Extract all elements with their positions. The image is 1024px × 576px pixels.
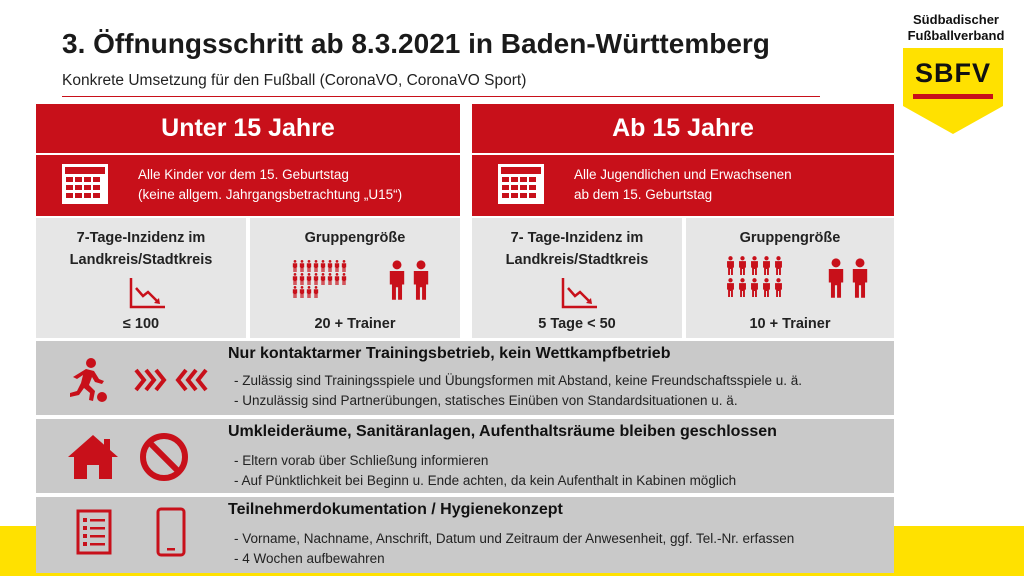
group-size-box-15-plus: Gruppengröße 10 + Trainer xyxy=(686,218,894,338)
calendar-icon xyxy=(498,164,544,204)
soccer-player-icon xyxy=(64,357,110,403)
list-item: - Eltern vorab über Schließung informieren xyxy=(234,453,489,468)
group-people-icon xyxy=(724,256,796,298)
info-row-documentation xyxy=(36,497,894,573)
page-title: 3. Öffnungsschritt ab 8.3.2021 in Baden-Württemberg xyxy=(62,28,770,59)
row-title-training: Nur kontaktarmer Trainingsbetrieb, kein Wettkampfbetrieb xyxy=(228,345,671,362)
row-title-facilities: Umkleideräume, Sanitäranlagen, Aufenthaltsräume bleiben geschlossen xyxy=(228,423,777,440)
group-people-icon xyxy=(290,260,370,298)
smartphone-icon xyxy=(156,507,186,557)
row-bullets-training xyxy=(234,371,802,411)
column-desc-15-plus: Alle Jugendlichen und Erwachsenen ab dem 15. Geburtstag xyxy=(472,155,894,216)
brand-name: Südbadischer Fußballverband xyxy=(907,12,1005,43)
list-item: - Vorname, Nachname, Anschrift, Datum und Zeitraum der Anwesenheit, ggf. Tel.-Nr. erfassen xyxy=(234,531,795,546)
downward-trend-icon xyxy=(560,276,600,310)
trainer-icon xyxy=(384,260,436,300)
checklist-icon xyxy=(76,509,112,555)
list-item: - 4 Wochen aufbewahren xyxy=(234,551,385,566)
sbfv-logo-text: SBFV xyxy=(914,58,991,88)
list-item: - Unzulässig sind Partnerübungen, statisches Einüben von Standardsituationen u. ä. xyxy=(234,393,738,408)
info-row-facilities xyxy=(36,419,894,493)
row-bullets-facilities xyxy=(234,451,736,491)
downward-trend-icon xyxy=(128,276,168,310)
group-size-box-under-15: Gruppengröße 20 + Trainer xyxy=(250,218,460,338)
trainer-icon xyxy=(824,258,874,298)
title-divider xyxy=(62,96,820,97)
row-title-documentation: Teilnehmerdokumentation / Hygienekonzept xyxy=(228,501,563,518)
list-item: - Zulässig sind Trainingsspiele und Übungsformen mit Abstand, keine Freundschaftsspiele u. ä. xyxy=(234,373,803,388)
column-header-under-15: Unter 15 Jahre xyxy=(36,104,460,153)
chevrons-icon xyxy=(134,367,208,393)
house-icon xyxy=(66,433,120,481)
row-bullets-documentation xyxy=(234,529,794,569)
calendar-icon xyxy=(62,164,108,204)
prohibited-icon xyxy=(138,431,190,483)
info-row-training xyxy=(36,341,894,415)
list-item: - Auf Pünktlichkeit bei Beginn u. Ende achten, da kein Aufenthalt in Kabinen möglich xyxy=(234,473,737,488)
incidence-box-15-plus: 7- Tage-Inzidenz im Landkreis/Stadtkreis 5 Tage < 50 xyxy=(472,218,682,338)
incidence-box-under-15: 7-Tage-Inzidenz im Landkreis/Stadtkreis ≤ 100 xyxy=(36,218,246,338)
page-subtitle: Konkrete Umsetzung für den Fußball (CoronaVO, CoronaVO Sport) xyxy=(62,72,527,89)
column-header-15-plus: Ab 15 Jahre xyxy=(472,104,894,153)
column-desc-under-15: Alle Kinder vor dem 15. Geburtstag (keine allgem. Jahrgangsbetrachtung „U15“) xyxy=(36,155,460,216)
